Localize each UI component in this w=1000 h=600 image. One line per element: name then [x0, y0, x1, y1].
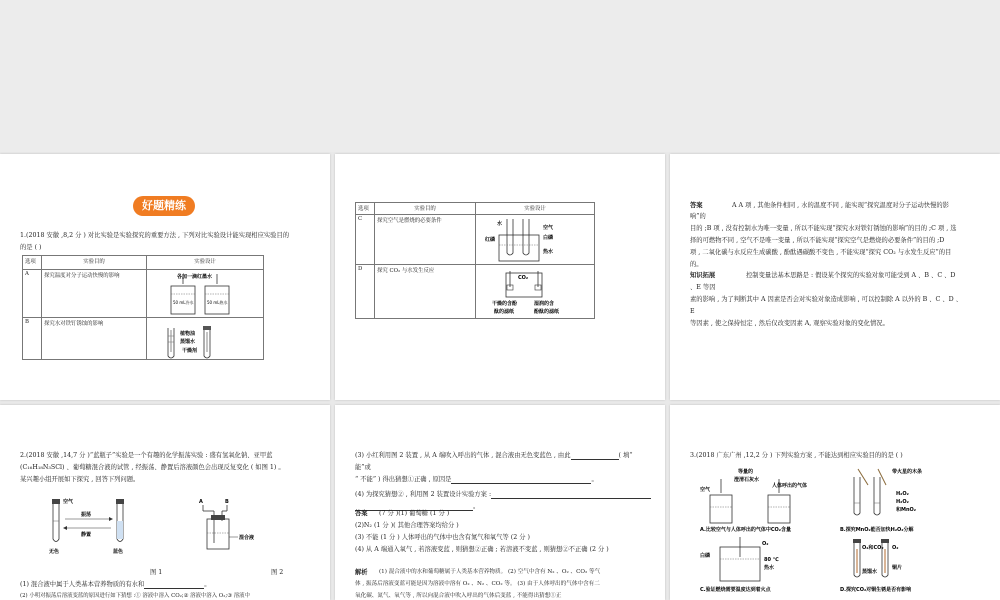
slide-5[interactable]	[335, 405, 665, 600]
label-glowing-stick: 带火星的木条	[892, 469, 923, 475]
question-2-line-3: 某兴趣小组开展如下探究 , 回答下列问题。	[20, 476, 140, 483]
label-hot-water: 50 mL热水	[207, 300, 228, 305]
part-2-text: (2) 小明对振荡后溶液变蓝的原因进行如下猜想 :① 溶液中溶入 CO₂;② 溶液中溶入 O₂;③ 溶液中	[20, 593, 250, 599]
row-b-goal: 探究水对铁钉锈蚀的影响	[42, 318, 147, 360]
slide-3[interactable]	[670, 154, 1000, 400]
label-still: 静置	[81, 532, 92, 538]
question-1-text-2: 的是 ( )	[20, 244, 42, 251]
label-limewater: 澄清石灰水	[734, 477, 760, 483]
figure-b-illustration	[840, 467, 970, 533]
label-shake: 振荡	[81, 512, 92, 518]
label-desiccant: 干燥剂	[182, 348, 198, 354]
knowledge-line-3: 素的影响 , 为了判断其中 A 因素是否会对实验对象造成影响 , 可以控制除 A 以外的 B 、C 、D 、	[690, 296, 963, 303]
slide-2[interactable]	[335, 154, 665, 400]
label-mixture: 混合液	[239, 535, 255, 541]
label-air: 空气	[700, 487, 711, 493]
th-option: 选项	[356, 203, 375, 215]
label-o2-co2: O₂和CO₂	[862, 545, 884, 551]
answer-line-4: 择的可燃物不同 , 空气不是唯一变量 , 所以不能实现“探究空气是燃烧的必要条件”的目的 ;D	[690, 237, 945, 244]
figure-b-caption: B.探究MnO₂能否加快H₂O₂分解	[840, 527, 914, 533]
part-3-line-3: “ 不能” ) 得出猜想①正确 , 原因是 。	[355, 476, 598, 483]
part-4-line: (4) 为探究猜想② , 利用图 2 装置设计实验方案 :	[355, 490, 651, 499]
explanation-label: 解析	[355, 569, 368, 576]
label-colorless: 无色	[49, 549, 60, 555]
part-4-blank-line: 。	[355, 502, 479, 511]
label-o2: O₂	[892, 545, 899, 551]
label-dry-paper-1: 干燥的含酚	[492, 301, 518, 307]
figure-1-caption: 图 1	[150, 569, 163, 576]
label-co2: CO₂	[518, 275, 529, 281]
row-a-goal: 探究温度对分子运动快慢的影响	[42, 270, 147, 318]
label-oil: 植物油	[180, 331, 196, 337]
label-a: A	[199, 499, 203, 505]
answer-line-1: A A 项 , 其他条件相同 , 水的温度不同 , 能实现“探究温度对分子运动快慢的影	[732, 202, 949, 209]
part-3-line-2: 能”或	[355, 464, 371, 471]
answer-line-2: 响”的	[690, 213, 706, 220]
explanation-line-3: 氧化碳、氮气、氧气等 , 所以向混合液中吹入呼出的气体后变蓝 , 不能得出猜想①正	[355, 593, 562, 599]
explanation-line-1: (1) 混合液中的水和葡萄糖属于人类基本营养物质。 (2) 空气中含有 N₂ 、O₂ 、CO₂ 等气	[379, 569, 601, 575]
label-white-phosphorus: 白磷	[543, 235, 554, 241]
row-c-goal: 探究空气是燃烧的必要条件	[375, 215, 476, 265]
section-badge: 好题精练	[133, 196, 195, 216]
label-air: 空气	[543, 225, 554, 231]
co2-illustration	[490, 267, 580, 319]
label-distilled-water: 蒸馏水	[180, 339, 196, 345]
label-hot-water: 热水	[764, 565, 775, 571]
row-d-goal: 探究 CO₂ 与水发生反应	[375, 265, 476, 319]
answer-line-3: (3) 不能 (1 分 ) 人体呼出的气体中也含有氮气和氧气等 (2 分 )	[355, 534, 531, 541]
label-cold-water: 50 mL冷水	[173, 300, 194, 305]
figure-d-caption: D.探究CO₂对铜生锈是否有影响	[840, 587, 912, 593]
question-2-line-1: 2.(2018 安徽 ,14,7 分 )“蓝瓶子”实验是一个有趣的化学振荡实验 : 盛有氢氧化钠、亚甲蓝	[20, 452, 273, 459]
figure-c-caption: C.验证燃烧需要温度达到着火点	[700, 587, 771, 593]
answer-line-4: (4) 从 A 端通入氧气 , 若溶液变蓝 , 则猜想②正确 ; 若溶液不变蓝 , 则猜想②不正确 (2 分 )	[355, 546, 609, 553]
answer-label: 答案	[690, 202, 703, 209]
label-mno2: 和MnO₂	[896, 507, 916, 513]
beakers-illustration	[165, 272, 245, 318]
answer-line-1: (7 分 )(1) 葡萄糖 (1 分 )	[379, 510, 450, 517]
label-white-phosphorus: 白磷	[700, 553, 711, 559]
label-air: 空气	[63, 499, 74, 505]
knowledge-label: 知识拓展	[690, 272, 716, 279]
label-copper: 铜片	[892, 565, 903, 571]
knowledge-line-5: 等因素 , 使之保持恒定 , 然后仅改变因素 A, 观察实验对象的变化情况。	[690, 320, 889, 327]
combustion-illustration	[485, 217, 565, 265]
th-goal: 实验目的	[42, 256, 147, 270]
label-h2o2-2: H₂O₂	[896, 499, 909, 505]
th-design: 实验设计	[476, 203, 595, 215]
answer-line-2: (2)N₂ (1 分 )( 其他合理答案均给分 )	[355, 522, 459, 529]
figure-2-caption: 图 2	[271, 569, 284, 576]
figure-2-illustration	[196, 497, 276, 553]
knowledge-line-4: E	[690, 308, 695, 315]
slide-6[interactable]	[670, 405, 1000, 600]
th-goal: 实验目的	[375, 203, 476, 215]
label-dry-paper-2: 酞的滤纸	[494, 309, 515, 315]
label-red-phosphorus: 红磷	[485, 237, 496, 243]
figure-1-illustration	[45, 495, 145, 557]
th-design: 实验设计	[147, 256, 264, 270]
label-o2: O₂	[762, 541, 769, 547]
answer-label: 答案	[355, 510, 368, 517]
question-3-text: 3.(2018 广东广州 ,12,2 分 ) 下列实验方案 , 不能达到相应实验目的的是 ( )	[690, 452, 903, 459]
label-wet-paper-1: 湿润的含	[534, 301, 555, 307]
top-blank-area	[0, 0, 1000, 152]
label-h2o2-1: H₂O₂	[896, 491, 909, 497]
explanation-line-2: 体 , 振荡后溶液变蓝可能是因为溶液中溶有 O₂ 、N₂ 、CO₂ 等。 (3) 由于人体呼出的气体中含有二	[355, 581, 600, 587]
label-red-ink: 各加一滴红墨水	[177, 274, 213, 280]
row-b-option: B	[23, 318, 42, 360]
label-b: B	[225, 499, 229, 505]
label-wet-paper-2: 酚酞的滤纸	[534, 309, 560, 315]
label-hot-water: 热水	[543, 249, 554, 255]
knowledge-line-2: 、E 等因	[690, 284, 716, 291]
label-equal-amount: 等量的	[738, 469, 754, 475]
row-c-option: C	[356, 215, 375, 265]
label-water: 水	[497, 221, 503, 227]
figure-d-illustration	[840, 535, 970, 595]
knowledge-line-1: 控制变量法基本思路是 : 假设某个探究的实验对象可能受到 A 、B 、C 、D	[746, 272, 956, 279]
row-a-option: A	[23, 270, 42, 318]
slide-1[interactable]	[0, 154, 330, 400]
th-option: 选项	[23, 256, 42, 270]
answer-line-6: 的。	[690, 261, 703, 268]
label-80c: 80 ℃	[764, 557, 779, 563]
figure-c-illustration	[700, 535, 830, 595]
row-d-option: D	[356, 265, 375, 319]
part-3-line-1: (3) 小红利用图 2 装置 , 从 A 端吹入呼出的气体 , 混合液由无色变蓝色 , 由此 ( 填“	[355, 452, 633, 459]
figure-a-caption: A.比较空气与人体呼出的气体中CO₂含量	[700, 527, 791, 533]
answer-line-3: 目的 ;B 项 , 没有控制水为唯一变量 , 所以不能实现“探究水对铁钉锈蚀的影响”的目的 ;C 项 , 选	[690, 225, 957, 232]
label-distilled-water: 蒸馏水	[862, 569, 878, 575]
part-1-text: (1) 混合液中属于人类基本营养物质的有水和 。	[20, 581, 211, 588]
label-exhaled-gas: 人体呼出的气体	[772, 483, 808, 489]
test-tubes-illustration	[160, 326, 250, 366]
answer-line-5: 项 , 二氧化碳与水反应生成碳酸 , 酚酞遇碳酸不变色 , 不能实现“探究 CO₂ 与水发生反应”的目	[690, 249, 952, 256]
slide-4[interactable]	[0, 405, 330, 600]
question-2-line-2: (C₁₆H₁₈N₃SCl) 、葡萄糖混合液的试管 , 经振荡、静置后溶液颜色会出现反复变化 ( 如图 1) 。	[20, 464, 285, 471]
figure-a-illustration	[700, 467, 830, 533]
question-1-text: 1.(2018 安徽 ,8,2 分 ) 对比实验是实验探究的重要方法 , 下列对比实验设计能实现相应实验目的	[20, 232, 290, 239]
label-blue: 蓝色	[113, 549, 124, 555]
